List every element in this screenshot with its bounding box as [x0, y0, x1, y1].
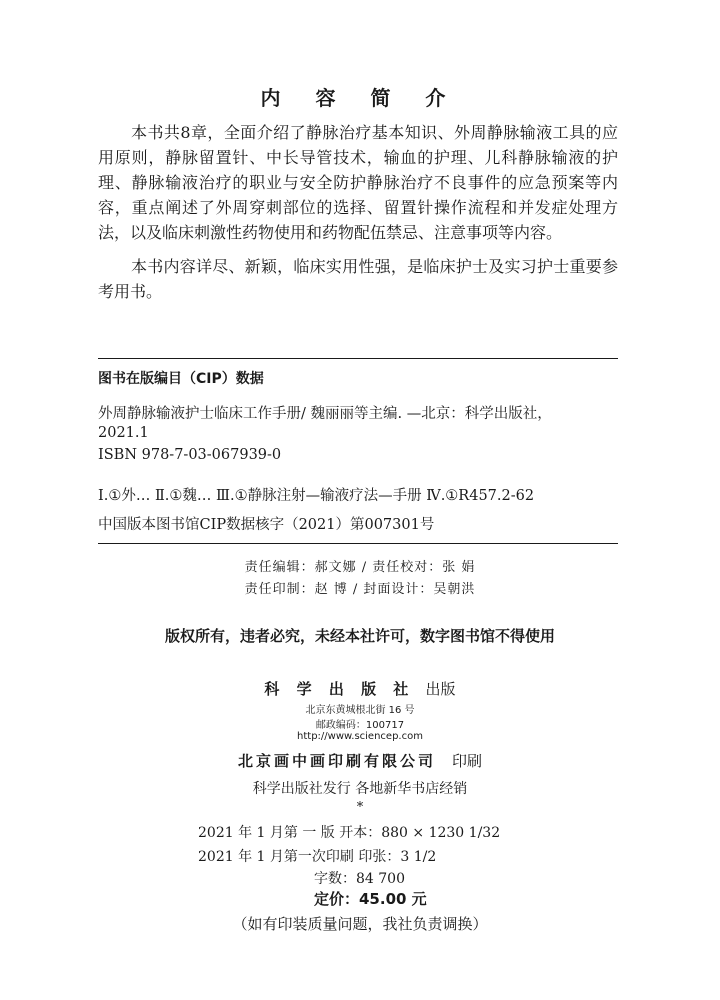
- cip-top-rule: [98, 358, 618, 359]
- spec-line-2: 2021 年 1 月第一次印刷 印张：3 1/2: [198, 849, 437, 865]
- copyright-notice: 版权所有，违者必究，未经本社许可，数字图书馆不得使用: [164, 627, 555, 645]
- printer-suffix: 印刷: [452, 752, 483, 770]
- cip-line-1: 外周静脉输液护士临床工作手册/ 魏丽丽等主编. —北京：科学出版社，: [98, 406, 552, 422]
- staff-line-2: 责任印制：赵 博 / 封面设计：吴朝洪: [244, 582, 476, 597]
- cip-isbn: ISBN 978-7-03-067939-0: [98, 447, 282, 463]
- cip-record: 中国版本图书馆CIP数据核字（2021）第007301号: [98, 517, 435, 533]
- printer-line: [0, 750, 720, 771]
- separator-star: *: [356, 800, 364, 815]
- spec-line-3: 字数：84 700: [314, 871, 405, 887]
- publisher-url: http://www.sciencep.com: [297, 731, 423, 742]
- cip-line-2: 2021.1: [98, 425, 149, 441]
- publisher-name: 科 学 出 版 社: [264, 680, 415, 698]
- intro-paragraph-2: 本书内容详尽、新颖，临床实用性强，是临床护士及实习护士重要参考用书。: [98, 257, 618, 301]
- spec-line-1: 2021 年 1 月第 一 版 开本：880 × 1230 1/32: [198, 825, 501, 841]
- quality-note: （如有印装质量问题，我社负责调换）: [232, 915, 488, 933]
- distribution-line: 科学出版社发行 各地新华书店经销: [252, 781, 468, 797]
- publisher-postcode: 邮政编码：100717: [315, 720, 405, 731]
- staff-line-1: 责任编辑：郝文娜 / 责任校对：张 娟: [244, 560, 476, 575]
- publisher-line: [0, 678, 720, 699]
- page-title: 内 容 简 介: [260, 86, 460, 110]
- publisher-address: 北京东黄城根北街 16 号: [305, 705, 415, 716]
- intro-paragraph-1: 本书共8章，全面介绍了静脉治疗基本知识、外周静脉输液工具的应用原则，静脉留置针、中长导管技术，输血的护理、儿科静脉输液的护理、静脉输液治疗的职业与安全防护静脉治疗不良事件的应急预案等内容，重点阐述了外周穿刺部位的选择、留置针操作流程和并发症处理方法，以及临床刺激性药物使用和药物配伍禁忌、注意事项等内容。: [98, 123, 618, 242]
- cip-bottom-rule: [98, 543, 618, 544]
- intro-text: [98, 120, 618, 313]
- cip-classification: Ⅰ.①外… Ⅱ.①魏… Ⅲ.①静脉注射—输液疗法—手册 Ⅳ.①R457.2-62: [98, 488, 535, 504]
- cip-heading: 图书在版编目（CIP）数据: [98, 371, 264, 387]
- price: 定价：45.00 元: [314, 890, 427, 908]
- publisher-suffix: 出版: [425, 680, 456, 698]
- printer-name: 北京画中画印刷有限公司: [237, 752, 436, 770]
